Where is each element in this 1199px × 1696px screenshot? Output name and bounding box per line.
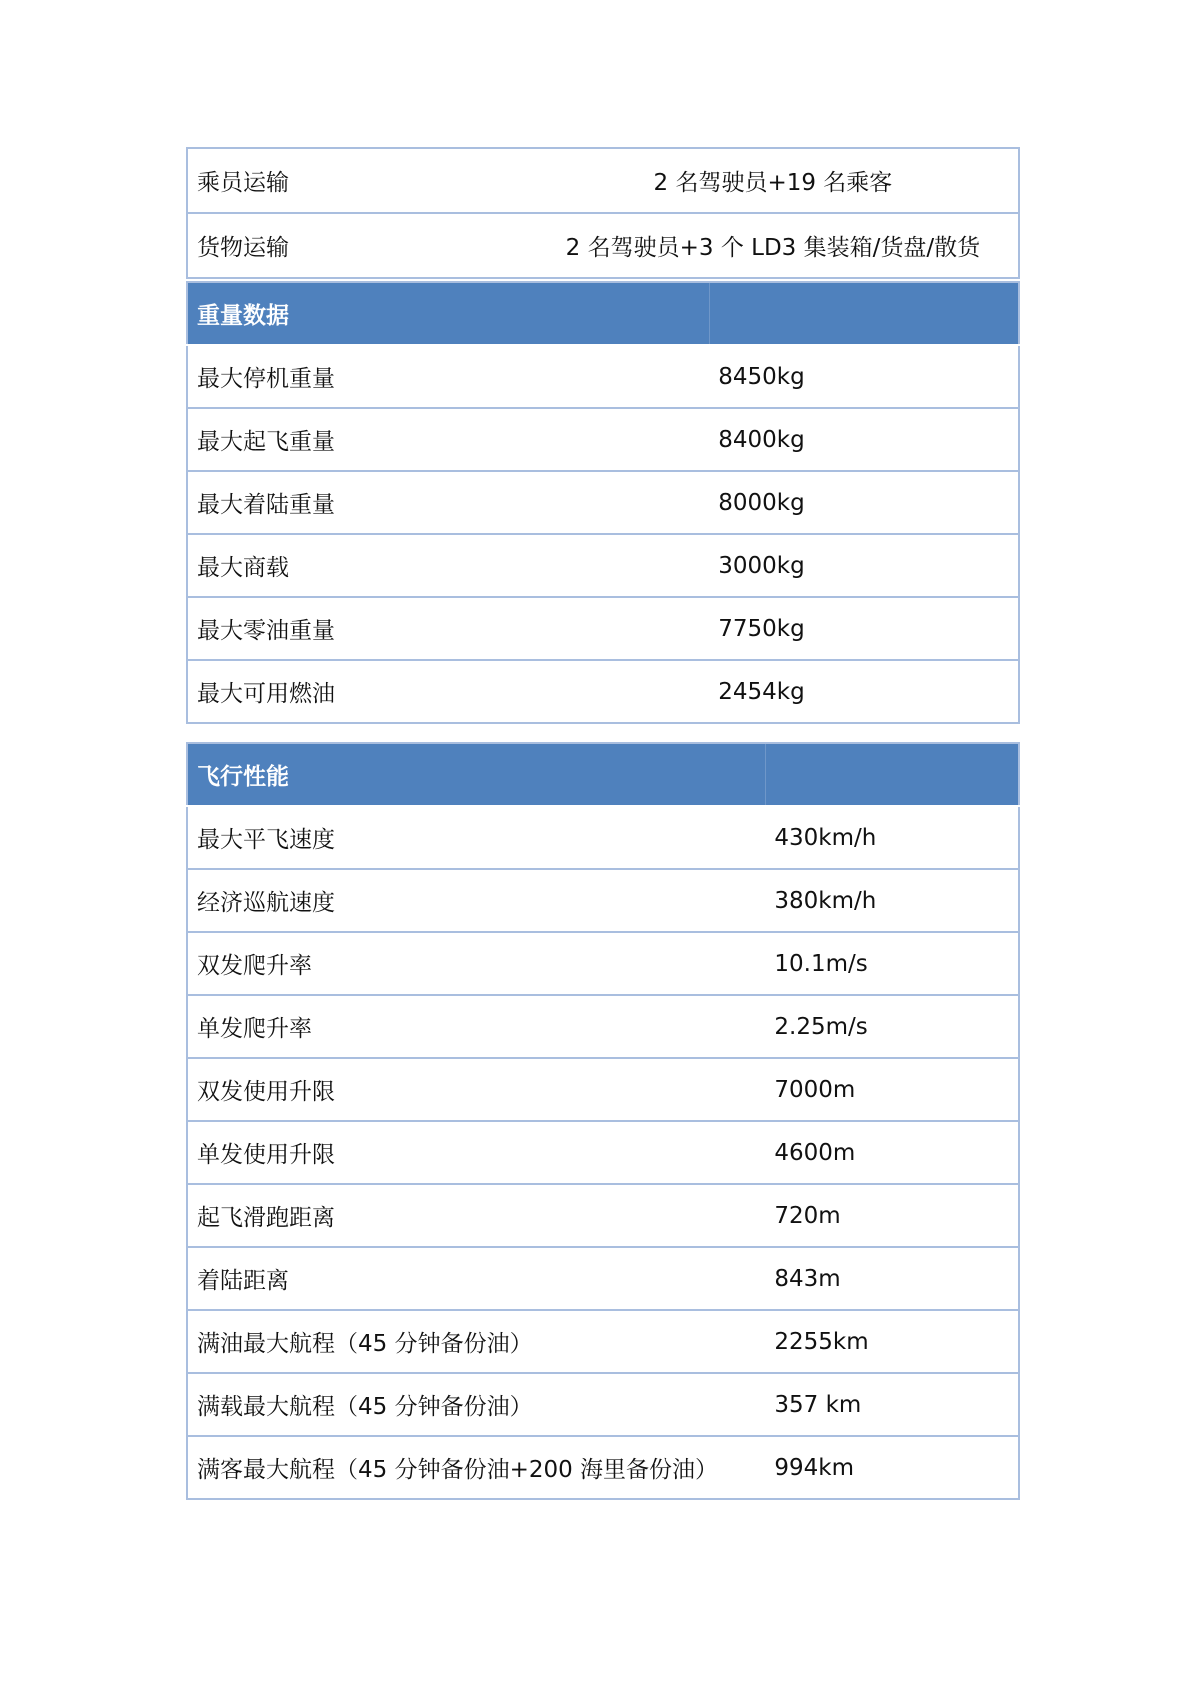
row-label: 经济巡航速度 bbox=[187, 869, 765, 932]
table-row bbox=[187, 1310, 1019, 1373]
row-label: 最大起飞重量 bbox=[187, 408, 709, 471]
row-label: 最大停机重量 bbox=[187, 345, 709, 408]
section-header-weight: 重量数据 bbox=[187, 282, 709, 345]
table-row bbox=[187, 806, 1019, 869]
table-row bbox=[187, 408, 1019, 471]
row-value: 2454kg bbox=[718, 678, 805, 705]
flight-table bbox=[186, 742, 1020, 1500]
row-value: 380km/h bbox=[765, 869, 1019, 932]
row-value: 2 名驾驶员+3 个 LD3 集装箱/货盘/散货 bbox=[565, 235, 981, 261]
weight-table bbox=[186, 281, 1020, 724]
section-header-row bbox=[187, 282, 1019, 345]
row-label: 起飞滑跑距离 bbox=[187, 1184, 765, 1247]
table-row bbox=[187, 597, 1019, 660]
table-row bbox=[187, 345, 1019, 408]
row-value: 357 km bbox=[765, 1373, 1019, 1436]
row-value: 8000kg bbox=[709, 471, 1019, 534]
table-row bbox=[187, 471, 1019, 534]
row-value: 7000m bbox=[765, 1058, 1019, 1121]
table-row bbox=[187, 995, 1019, 1058]
row-label: 着陆距离 bbox=[187, 1247, 765, 1310]
row-label: 最大零油重量 bbox=[187, 597, 709, 660]
table-row bbox=[187, 213, 1019, 278]
table-row bbox=[187, 148, 1019, 213]
row-value: 8400kg bbox=[709, 408, 1019, 471]
row-label: 双发使用升限 bbox=[187, 1058, 765, 1121]
row-value: 430km/h bbox=[765, 806, 1019, 869]
row-value: 843m bbox=[765, 1247, 1019, 1310]
header-spacer bbox=[765, 743, 1019, 806]
row-label: 乘员运输 bbox=[187, 148, 528, 213]
table-row bbox=[187, 534, 1019, 597]
row-label: 双发爬升率 bbox=[187, 932, 765, 995]
transport-table bbox=[186, 147, 1020, 279]
row-value: 2255km bbox=[765, 1310, 1019, 1373]
table-row bbox=[187, 1373, 1019, 1436]
table-row bbox=[187, 1121, 1019, 1184]
table-row bbox=[187, 932, 1019, 995]
section-header-flight: 飞行性能 bbox=[187, 743, 765, 806]
table-row bbox=[187, 1058, 1019, 1121]
row-value: 720m bbox=[765, 1184, 1019, 1247]
header-spacer bbox=[709, 282, 1019, 345]
table-row bbox=[187, 1184, 1019, 1247]
row-label: 最大平飞速度 bbox=[187, 806, 765, 869]
row-value: 10.1m/s bbox=[765, 932, 1019, 995]
row-label: 满油最大航程（45 分钟备份油） bbox=[187, 1310, 765, 1373]
table-row bbox=[187, 1247, 1019, 1310]
row-value: 2 名驾驶员+19 名乘客 bbox=[528, 148, 1019, 213]
row-value: 3000kg bbox=[709, 534, 1019, 597]
row-label: 最大着陆重量 bbox=[187, 471, 709, 534]
row-label: 满客最大航程（45 分钟备份油+200 海里备份油） bbox=[197, 1457, 719, 1483]
row-label: 最大商载 bbox=[187, 534, 709, 597]
row-label: 单发爬升率 bbox=[187, 995, 765, 1058]
table-row bbox=[187, 869, 1019, 932]
row-label: 最大可用燃油 bbox=[197, 681, 335, 707]
table-row bbox=[187, 1436, 1019, 1499]
row-value: 2.25m/s bbox=[765, 995, 1019, 1058]
row-label: 单发使用升限 bbox=[187, 1121, 765, 1184]
row-label: 满载最大航程（45 分钟备份油） bbox=[187, 1373, 765, 1436]
row-value: 4600m bbox=[765, 1121, 1019, 1184]
row-value: 7750kg bbox=[709, 597, 1019, 660]
section-header-row bbox=[187, 743, 1019, 806]
row-label: 货物运输 bbox=[197, 235, 289, 261]
table-row bbox=[187, 660, 1019, 723]
row-value: 994km bbox=[774, 1454, 854, 1481]
row-value: 8450kg bbox=[709, 345, 1019, 408]
